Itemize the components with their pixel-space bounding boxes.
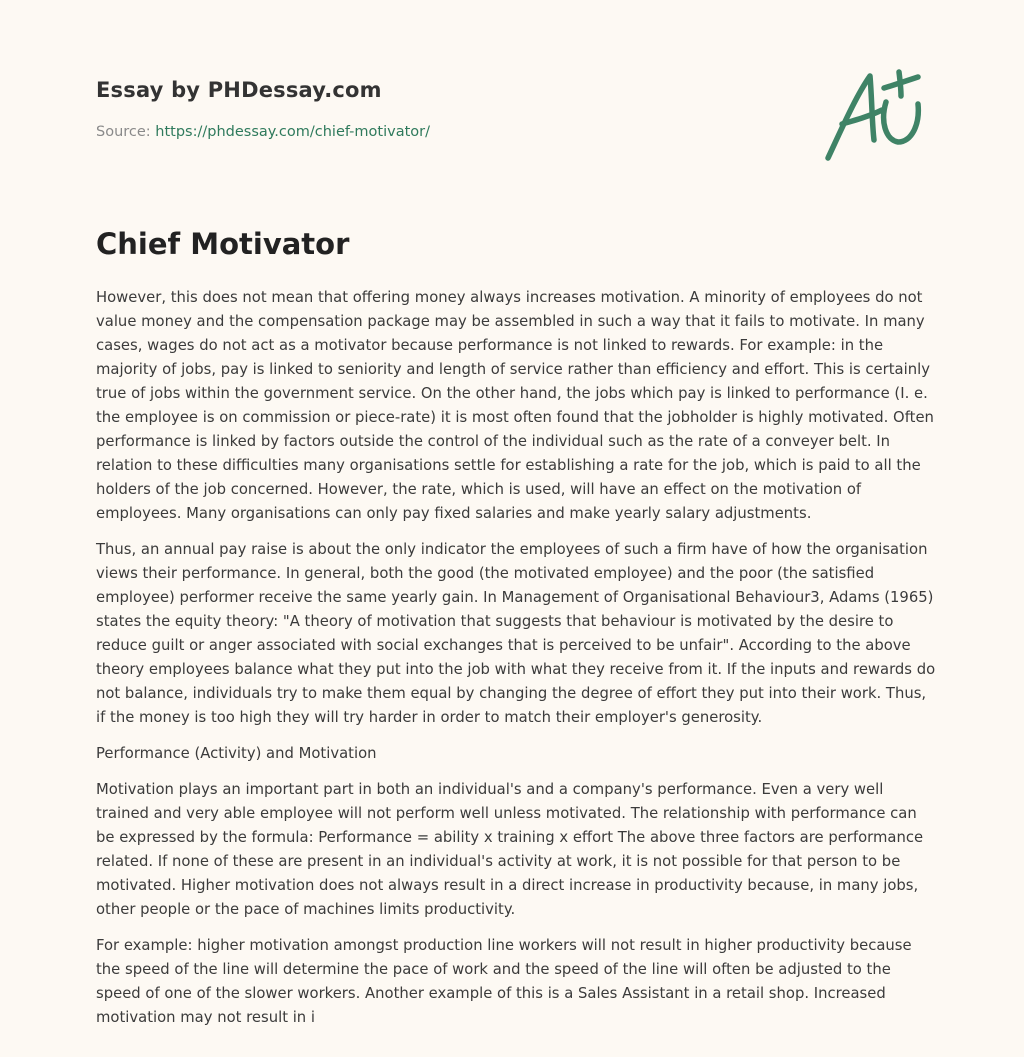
source-label: Source: [96, 124, 151, 140]
essay-paragraph: Motivation plays an important part in both an individual's and a company's performance. Even a very well trained and very able employee will not perform well unless motivated. The relationship with performance can be expressed by the formula: Performance = ability x training x effort The above three factors are performance related. If none of these are present in an individual's activity at work, it is not possible for that person to be motivated. Higher motivation does not always result in a direct increase in productivity because, in many jobs, other people or the pace of machines limits productivity. [96, 781, 924, 918]
site-brand-title: Essay by PHDessay.com [96, 78, 382, 102]
essay-subheading: Performance (Activity) and Motivation [96, 745, 377, 762]
essay-page [96, 0, 936, 1057]
source-line [96, 124, 430, 140]
essay-paragraph: However, this does not mean that offering money always increases motivation. A minority of employees do not value money and the compensation package may be assembled in such a way that it fails to motivate. In many cases, wages do not act as a motivator because performance is not linked to rewards. For example: in the majority of jobs, pay is linked to seniority and length of service rather than efficiency and effort. This is certainly true of jobs within the government service. On the other hand, the jobs which pay is linked to performance (I. e. the employee is on commission or piece-rate) it is most often found that the jobholder is highly motivated. Often performance is linked by factors outside the control of the individual such as the rate of a conveyer belt. In relation to these difficulties many organisations settle for establishing a rate for the job, which is paid to all the holders of the job concerned. However, the rate, which is used, will have an effect on the motivation of employees. Many organisations can only pay fixed salaries and make yearly salary adjustments. [96, 289, 934, 522]
essay-paragraph: For example: higher motivation amongst production line workers will not result in higher productivity because the speed of the line will determine the pace of work and the speed of the line will often be adjusted to the speed of one of the slower workers. Another example of this is a Sales Assistant in a retail shop. Increased motivation may not result in i [96, 937, 912, 1026]
essay-body [96, 286, 936, 1042]
essay-title: Chief Motivator [96, 227, 350, 261]
source-link[interactable]: https://phdessay.com/chief-motivator/ [155, 124, 430, 140]
essay-paragraph: Thus, an annual pay raise is about the only indicator the employees of such a firm have of how the organisation views their performance. In general, both the good (the motivated employee) and the poor (the satisfied employee) performer receive the same yearly gain. In Management of Organisational Behaviour3, Adams (1965) states the equity theory: "A theory of motivation that suggests that behaviour is motivated by the desire to reduce guilt or anger associated with social exchanges that is perceived to be unfair". According to the above theory employees balance what they put into the job with what they receive from it. If the inputs and rewards do not balance, individuals try to make them equal by changing the degree of effort they put into their work. Thus, if the money is too high they will try harder in order to match their employer's generosity. [96, 541, 936, 726]
a-plus-logo-icon [822, 66, 926, 166]
